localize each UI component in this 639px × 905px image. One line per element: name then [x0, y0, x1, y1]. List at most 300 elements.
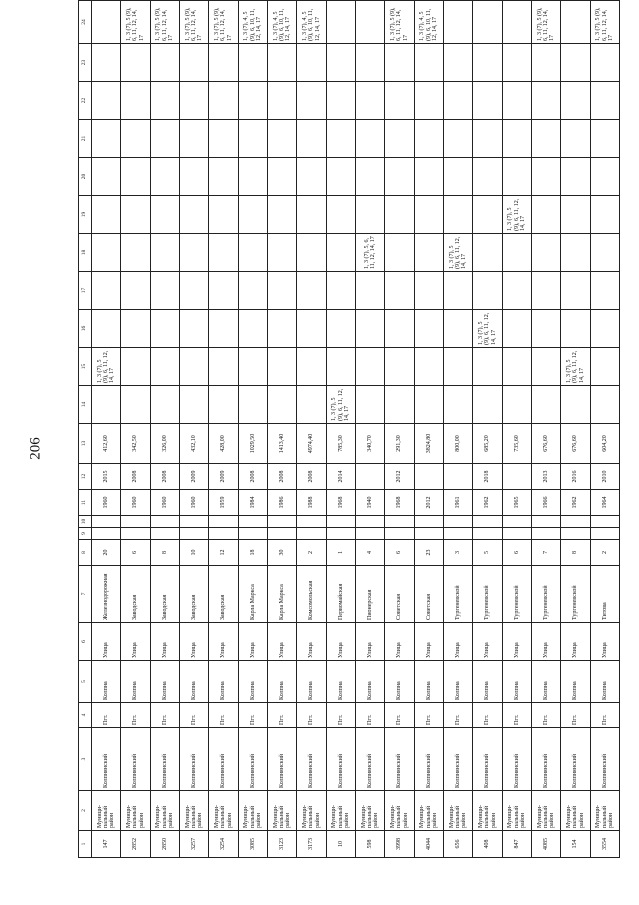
table-cell [590, 348, 619, 386]
table-cell [238, 310, 267, 348]
table-cell [150, 44, 179, 82]
table-cell: Колпнянский [473, 728, 502, 791]
table-cell: 432,10 [179, 424, 208, 464]
table-cell [473, 196, 502, 234]
table-cell: Муници-пальный район [326, 791, 355, 831]
table-cell [150, 158, 179, 196]
table-row [92, 1, 121, 858]
table-cell: 1959 [209, 490, 238, 516]
table-cell [209, 528, 238, 540]
table-cell: 1964 [590, 490, 619, 516]
table-cell [326, 348, 355, 386]
table-cell: Колпна [355, 661, 384, 703]
table-cell [179, 234, 208, 272]
table-cell: 5 [473, 540, 502, 566]
table-row [179, 1, 208, 858]
table-cell [355, 516, 384, 528]
table-cell [179, 348, 208, 386]
table-cell: 408 [473, 831, 502, 858]
table-cell [473, 386, 502, 424]
table-cell [473, 44, 502, 82]
table-cell: Колпнянский [179, 728, 208, 791]
table-cell [179, 310, 208, 348]
table-cell: 412,60 [92, 424, 121, 464]
table-cell: 847 [502, 831, 531, 858]
table-cell: 1984 [238, 490, 267, 516]
table-cell [179, 272, 208, 310]
table-cell [92, 234, 121, 272]
table-cell: Колпна [121, 661, 150, 703]
table-cell [561, 158, 590, 196]
table-cell [385, 310, 414, 348]
table-cell: 2013 [531, 464, 560, 490]
table-cell: Тургеневской [443, 566, 472, 623]
table-cell: Муници-пальный район [561, 791, 590, 831]
table-cell [92, 386, 121, 424]
table-cell: Пгт. [92, 703, 121, 728]
table-cell: Улица [561, 623, 590, 661]
table-cell [590, 528, 619, 540]
table-cell [179, 44, 208, 82]
table-cell [92, 44, 121, 82]
table-cell: Заводская [209, 566, 238, 623]
table-cell [385, 234, 414, 272]
table-cell [150, 348, 179, 386]
column-number-cell: 15 [79, 348, 92, 386]
table-cell [179, 196, 208, 234]
table-cell: 2010 [590, 464, 619, 490]
table-cell [326, 82, 355, 120]
table-cell: Колпнянский [385, 728, 414, 791]
table-cell: 326,00 [150, 424, 179, 464]
table-cell: 676,60 [561, 424, 590, 464]
table-cell [209, 82, 238, 120]
table-cell: Улица [238, 623, 267, 661]
table-cell [502, 516, 531, 528]
table-cell: 2014 [326, 464, 355, 490]
table-cell [502, 272, 531, 310]
table-cell [150, 82, 179, 120]
table-cell [561, 120, 590, 158]
column-number-cell: 22 [79, 82, 92, 120]
table-cell [267, 272, 296, 310]
table-row [590, 1, 619, 858]
table-cell: 6 [121, 540, 150, 566]
table-cell: 23 [414, 540, 443, 566]
table-cell [590, 196, 619, 234]
table-cell [209, 158, 238, 196]
table-cell [502, 1, 531, 44]
table-cell: Тургеневской [531, 566, 560, 623]
table-cell [385, 516, 414, 528]
table-cell: 6 [385, 540, 414, 566]
table-cell: 1029,50 [238, 424, 267, 464]
table-cell [238, 44, 267, 82]
table-cell [92, 310, 121, 348]
table-cell: 1, 3 (7), 4, 5 (9), 6, 10, 11, 12, 14, 17 [297, 1, 326, 44]
table-cell: Пгт. [267, 703, 296, 728]
table-cell: 291,30 [385, 424, 414, 464]
column-number-cell: 18 [79, 234, 92, 272]
table-cell: Колпна [238, 661, 267, 703]
column-number-row [79, 1, 92, 858]
table-cell: Карла Маркса [238, 566, 267, 623]
table-cell [326, 1, 355, 44]
table-cell: 785,30 [326, 424, 355, 464]
table-cell [209, 348, 238, 386]
table-cell [502, 234, 531, 272]
table-cell [121, 528, 150, 540]
table-cell [267, 348, 296, 386]
table-cell [326, 120, 355, 158]
table-cell: 1960 [179, 490, 208, 516]
table-cell: Пгт. [414, 703, 443, 728]
table-cell: 2008 [267, 464, 296, 490]
table-cell [502, 158, 531, 196]
table-cell: 2850 [150, 831, 179, 858]
table-cell: 4974,40 [297, 424, 326, 464]
table-cell: Улица [590, 623, 619, 661]
table-cell: Пгт. [561, 703, 590, 728]
table-cell: Улица [267, 623, 296, 661]
table-cell: 3824,80 [414, 424, 443, 464]
table-cell [355, 158, 384, 196]
table-cell [121, 348, 150, 386]
table-cell: Колпнянский [502, 728, 531, 791]
table-cell [385, 272, 414, 310]
table-cell [297, 158, 326, 196]
table-cell [473, 348, 502, 386]
table-cell: Колпна [150, 661, 179, 703]
table-cell [209, 120, 238, 158]
table-cell: 2852 [121, 831, 150, 858]
table-cell [238, 348, 267, 386]
table-cell [385, 158, 414, 196]
table-cell: 2 [590, 540, 619, 566]
table-cell: 1940 [355, 490, 384, 516]
table-row [531, 1, 560, 858]
table-cell [150, 196, 179, 234]
table-cell: 1, 3 (7), 5 (9), 6, 11, 12, 14, 17 [209, 1, 238, 44]
table-cell: 4085 [531, 831, 560, 858]
table-cell: 8 [561, 540, 590, 566]
table-cell [267, 310, 296, 348]
table-cell: 1, 3 (7), 5 (9), 6, 11, 12, 14, 17 [385, 1, 414, 44]
table-cell [326, 272, 355, 310]
table-cell [473, 516, 502, 528]
table-cell: 1962 [473, 490, 502, 516]
table-cell: Комсомольская [297, 566, 326, 623]
table-cell [385, 82, 414, 120]
table-cell [590, 120, 619, 158]
column-number-cell: 6 [79, 623, 92, 661]
table-cell: Колпнянский [531, 728, 560, 791]
table-cell: Улица [326, 623, 355, 661]
table-cell: 2016 [561, 464, 590, 490]
table-cell: Колпнянский [414, 728, 443, 791]
table-cell [355, 348, 384, 386]
table-cell [414, 234, 443, 272]
table-cell: 3085 [238, 831, 267, 858]
table-cell [443, 44, 472, 82]
table-cell [355, 386, 384, 424]
table-cell [531, 120, 560, 158]
table-cell: Колпна [473, 661, 502, 703]
table-cell [179, 386, 208, 424]
table-cell: Колпнянский [590, 728, 619, 791]
table-body [79, 1, 620, 858]
table-cell [121, 234, 150, 272]
table-cell: Муници-пальный район [209, 791, 238, 831]
table-cell: Колпнянский [209, 728, 238, 791]
table-cell [92, 516, 121, 528]
table-cell [531, 516, 560, 528]
table-cell: Муници-пальный район [443, 791, 472, 831]
table-cell [267, 234, 296, 272]
table-cell [473, 234, 502, 272]
table-cell: 598 [355, 831, 384, 858]
table-cell: 656 [443, 831, 472, 858]
table-cell: Пгт. [121, 703, 150, 728]
table-cell: Пгт. [209, 703, 238, 728]
table-cell [150, 386, 179, 424]
table-cell: Колпнянский [121, 728, 150, 791]
table-cell: Улица [414, 623, 443, 661]
table-row [238, 1, 267, 858]
table-cell [443, 1, 472, 44]
table-cell [414, 528, 443, 540]
table-cell [267, 196, 296, 234]
table-cell [355, 82, 384, 120]
table-cell: Муници-пальный район [179, 791, 208, 831]
table-cell [326, 196, 355, 234]
table-cell: Колпна [502, 661, 531, 703]
table-cell: Муници-пальный район [92, 791, 121, 831]
table-cell: Муници-пальный район [150, 791, 179, 831]
table-cell: Пгт. [297, 703, 326, 728]
table-cell: Колпнянский [267, 728, 296, 791]
table-cell: Муници-пальный район [414, 791, 443, 831]
table-cell: Пгт. [531, 703, 560, 728]
table-cell [267, 44, 296, 82]
table-cell [443, 272, 472, 310]
table-cell: Улица [531, 623, 560, 661]
table-cell: 3998 [385, 831, 414, 858]
table-cell [179, 516, 208, 528]
table-cell: Первомайская [326, 566, 355, 623]
table-cell: 1, 3 (7), 5 (9), 6, 11, 12, 14, 17 [150, 1, 179, 44]
table-cell [297, 44, 326, 82]
table-cell [92, 120, 121, 158]
table-cell: Колпна [590, 661, 619, 703]
table-cell [561, 310, 590, 348]
table-cell [238, 516, 267, 528]
table-cell: 18 [238, 540, 267, 566]
table-cell [326, 158, 355, 196]
rotated-table-frame [78, 7, 620, 858]
table-cell: Заводская [121, 566, 150, 623]
table-cell: Улица [473, 623, 502, 661]
table-cell: 2009 [209, 464, 238, 490]
table-cell: Колпна [179, 661, 208, 703]
table-cell: Колпна [414, 661, 443, 703]
table-cell [443, 528, 472, 540]
table-cell [121, 386, 150, 424]
table-cell [590, 158, 619, 196]
table-cell: 3 [443, 540, 472, 566]
table-cell [590, 516, 619, 528]
table-cell [92, 1, 121, 44]
table-cell [238, 272, 267, 310]
table-cell: 1968 [385, 490, 414, 516]
table-cell: Советская [385, 566, 414, 623]
table-cell [414, 196, 443, 234]
table-cell [267, 516, 296, 528]
table-cell: 685,20 [473, 424, 502, 464]
column-number-cell: 11 [79, 490, 92, 516]
table-cell: 1, 3 (7), 5 (9), 6, 11, 12, 14, 17 [502, 196, 531, 234]
table-cell: Колпнянский [355, 728, 384, 791]
table-cell [355, 44, 384, 82]
table-cell [150, 310, 179, 348]
table-cell: 4 [355, 540, 384, 566]
table-row [414, 1, 443, 858]
table-cell [590, 272, 619, 310]
table-cell: Заводская [150, 566, 179, 623]
table-cell: 1961 [443, 490, 472, 516]
table-cell [150, 120, 179, 158]
table-cell [209, 234, 238, 272]
table-cell: 8 [150, 540, 179, 566]
table-cell [326, 44, 355, 82]
table-cell [385, 196, 414, 234]
table-cell: Муници-пальный район [297, 791, 326, 831]
table-cell: Колпнянский [297, 728, 326, 791]
table-cell [443, 464, 472, 490]
table-cell: 1, 3 (7), 5 (9), 6, 11, 12, 14, 17 [92, 348, 121, 386]
table-cell [92, 196, 121, 234]
table-cell [561, 234, 590, 272]
table-cell: 1960 [92, 490, 121, 516]
column-number-cell: 3 [79, 728, 92, 791]
table-cell: Колпна [267, 661, 296, 703]
table-cell: Колпна [561, 661, 590, 703]
table-cell: Колпнянский [92, 728, 121, 791]
table-cell [297, 386, 326, 424]
table-cell: Пгт. [590, 703, 619, 728]
table-row [502, 1, 531, 858]
table-cell [561, 272, 590, 310]
table-cell [531, 44, 560, 82]
table-cell [238, 196, 267, 234]
table-cell: 2 [297, 540, 326, 566]
table-cell [531, 272, 560, 310]
table-cell [590, 310, 619, 348]
table-cell [326, 234, 355, 272]
table-cell: 12 [209, 540, 238, 566]
table-cell: 1968 [326, 490, 355, 516]
table-cell: 1966 [531, 490, 560, 516]
table-cell: 1, 3 (7), 5 (9), 6, 11, 12, 14, 17 [443, 234, 472, 272]
table-cell [297, 196, 326, 234]
column-number-cell: 23 [79, 44, 92, 82]
table-cell [531, 386, 560, 424]
table-cell: Улица [92, 623, 121, 661]
table-cell [473, 82, 502, 120]
table-cell [297, 528, 326, 540]
table-cell [326, 310, 355, 348]
table-cell: Муници-пальный район [385, 791, 414, 831]
table-cell [531, 82, 560, 120]
table-cell [238, 82, 267, 120]
table-cell [561, 1, 590, 44]
table-cell: 2008 [238, 464, 267, 490]
table-cell [502, 528, 531, 540]
table-cell [414, 348, 443, 386]
table-cell: 2015 [92, 464, 121, 490]
table-cell: Муници-пальный район [355, 791, 384, 831]
table-cell [385, 348, 414, 386]
table-cell [92, 272, 121, 310]
table-cell [150, 516, 179, 528]
table-cell: Колпна [443, 661, 472, 703]
table-cell [238, 386, 267, 424]
table-cell [150, 528, 179, 540]
table-cell [209, 386, 238, 424]
column-number-cell: 14 [79, 386, 92, 424]
table-cell: Колпна [531, 661, 560, 703]
table-cell [473, 1, 502, 44]
table-cell [590, 386, 619, 424]
table-cell: 1, 3 (7), 4, 5 (9), 6, 10, 11, 12, 14, 17 [238, 1, 267, 44]
table-cell: 1, 3 (7), 5 (9), 6, 11, 12, 14, 17 [531, 1, 560, 44]
table-cell: Улица [355, 623, 384, 661]
table-cell: Титова [590, 566, 619, 623]
table-cell: Колпна [209, 661, 238, 703]
table-cell [414, 82, 443, 120]
table-cell [179, 158, 208, 196]
table-cell: 1965 [502, 490, 531, 516]
table-cell: Колпнянский [150, 728, 179, 791]
table-cell: Колпна [326, 661, 355, 703]
table-cell [590, 234, 619, 272]
table-cell: Железнодорожная [92, 566, 121, 623]
table-cell: 6 [502, 540, 531, 566]
table-cell: Муници-пальный район [267, 791, 296, 831]
table-cell: 1986 [267, 490, 296, 516]
table-cell: 676,60 [531, 424, 560, 464]
table-cell: Улица [443, 623, 472, 661]
table-cell: Улица [179, 623, 208, 661]
table-cell: Пгт. [150, 703, 179, 728]
table-cell: 1, 3 (7), 5 (9), 6, 11, 12, 14, 17 [561, 348, 590, 386]
table-cell: 1, 3 (7), 5 (9), 6, 11, 12, 14, 17 [590, 1, 619, 44]
table-cell [385, 386, 414, 424]
table-cell [92, 158, 121, 196]
table-cell: 1, 3 (7), 5 (9), 6, 11, 12, 14, 17 [179, 1, 208, 44]
table-cell: Муници-пальный район [531, 791, 560, 831]
table-cell [297, 348, 326, 386]
table-row [150, 1, 179, 858]
table-cell: 7 [531, 540, 560, 566]
table-row [121, 1, 150, 858]
table-cell [414, 310, 443, 348]
column-number-cell: 2 [79, 791, 92, 831]
table-cell: Тургеневской [561, 566, 590, 623]
table-cell [121, 516, 150, 528]
column-number-cell: 24 [79, 1, 92, 44]
table-cell [561, 516, 590, 528]
